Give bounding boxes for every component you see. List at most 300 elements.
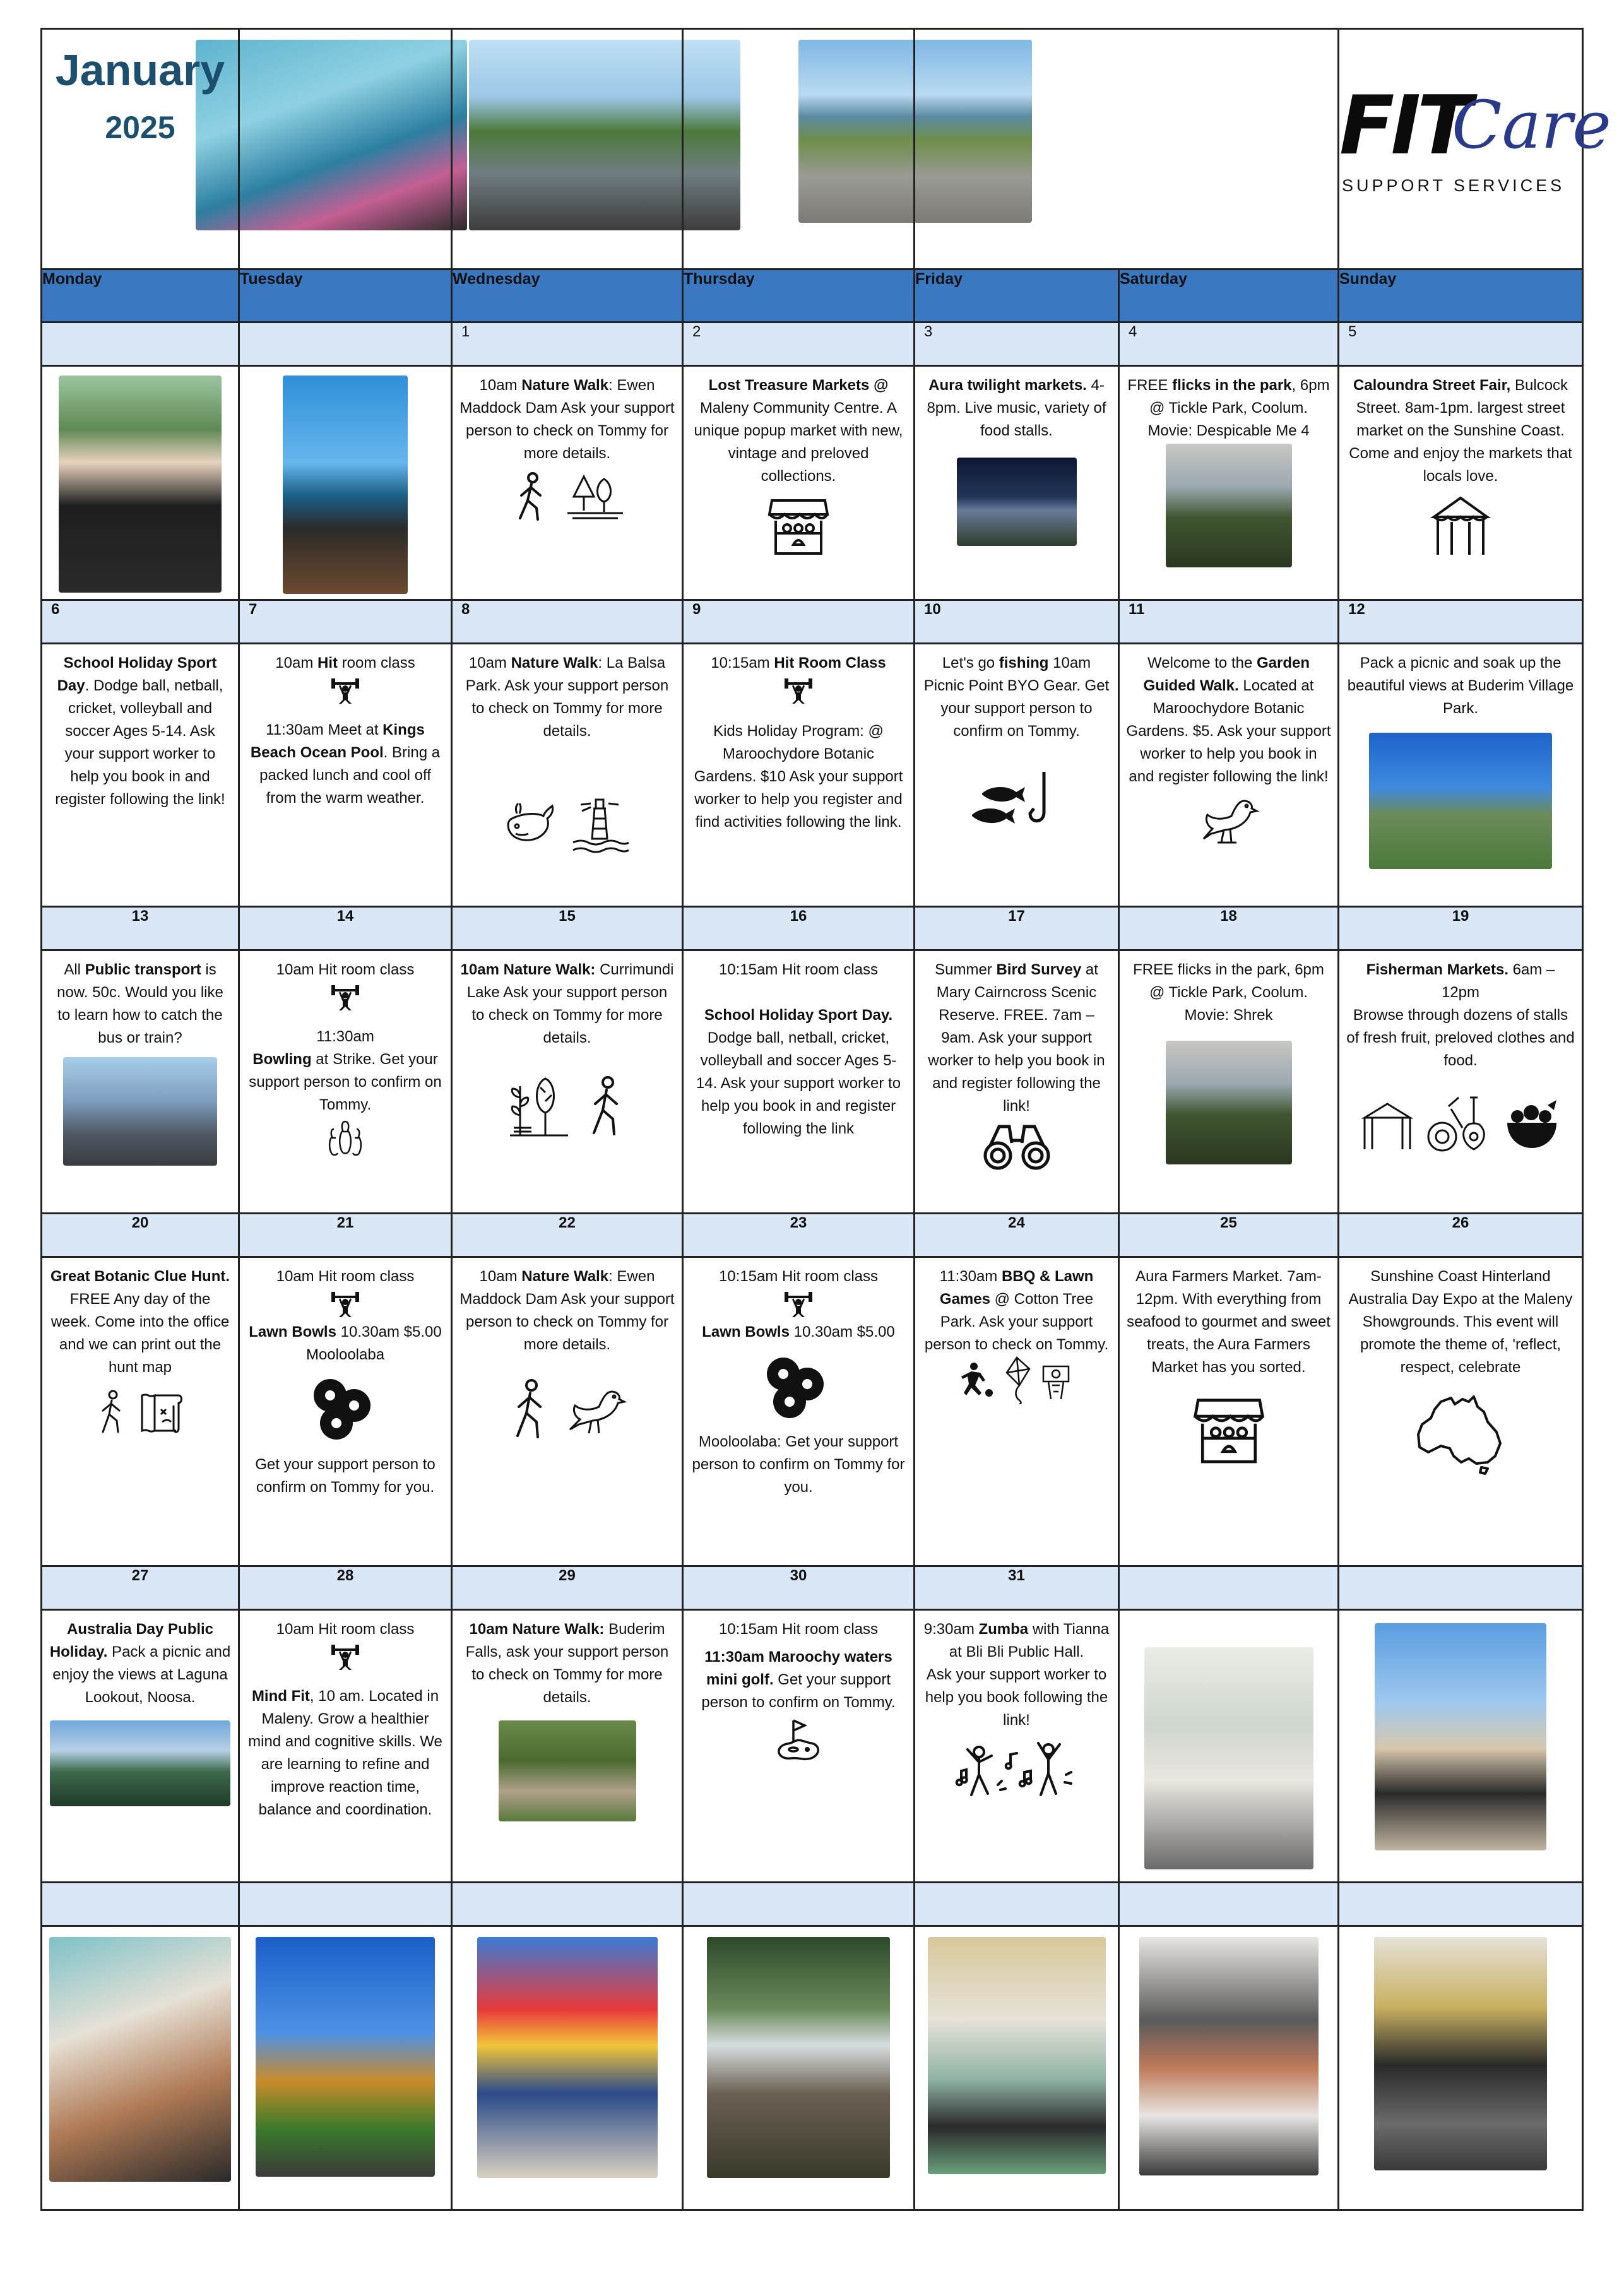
date-number: 1 — [461, 323, 470, 340]
event-cell — [1119, 950, 1339, 1214]
event-text: room class — [338, 654, 415, 672]
event-cell — [239, 1610, 452, 1883]
event-text: Bulcock Street. 8am-1pm. largest street market on the Sunshine Coast. Come and enjoy the markets that locals love. — [1349, 377, 1572, 485]
date-cell — [42, 1883, 239, 1926]
photo-cell — [42, 1926, 239, 2210]
event-title: Kings Beach Ocean Pool — [250, 721, 425, 761]
date-cell — [915, 1214, 1119, 1257]
class-photo — [928, 1937, 1106, 2174]
event-cell — [239, 644, 452, 907]
date-number: 13 — [131, 908, 149, 925]
big-pineapple-photo — [256, 1937, 435, 2177]
event-cell — [915, 644, 1119, 907]
date-cell — [452, 1214, 683, 1257]
event-text: 10:15am Hit room class — [718, 961, 879, 978]
logo-care-text: Care — [1452, 86, 1611, 163]
event-cell — [683, 644, 915, 907]
icon-row — [1346, 1393, 1575, 1475]
date-cell — [42, 323, 239, 366]
weightlifter-icon — [330, 1641, 360, 1671]
event-text: 10.30am $5.00 — [789, 1323, 895, 1340]
date-cell — [42, 600, 239, 644]
weekday-thursday: Thursday — [683, 269, 915, 323]
binoculars-icon — [981, 1121, 1052, 1172]
event-text: 10am Hit room class — [276, 1621, 415, 1638]
icon-row — [459, 1378, 675, 1441]
wheelchair-user-photo — [1374, 1937, 1547, 2170]
restaurant-photo — [49, 1937, 231, 2182]
icon-row — [922, 1121, 1111, 1172]
event-cell — [1339, 1610, 1583, 1883]
date-cell — [452, 323, 683, 366]
date-number: 19 — [1452, 908, 1469, 925]
event-text: 10:15am Hit room class — [718, 1268, 879, 1285]
date-cell — [915, 907, 1119, 950]
event-text: 10am — [468, 654, 511, 672]
event-text: , 6pm @ Tickle Park, Coolum. — [1149, 377, 1330, 417]
buderim-view-photo — [1369, 733, 1552, 869]
date-cell — [452, 600, 683, 644]
event-text: . Dodge ball, netball, cricket, volleyball and soccer Ages 5-14. Ask your support worker to help you book in and register following the link! — [55, 677, 225, 808]
market-stall-icon — [1192, 1393, 1265, 1466]
event-text: Get your support person to confirm on Tommy. — [701, 1671, 896, 1711]
icon-row — [690, 494, 907, 557]
header-photo-cell-2 — [452, 29, 683, 269]
icon-row — [459, 471, 675, 522]
lawn-bowls-icon — [761, 1351, 836, 1421]
date-number: 2 — [692, 323, 701, 340]
event-text: Pack a picnic and soak up the beautiful views at Buderim Village Park. — [1347, 654, 1574, 717]
event-text: 10am — [275, 654, 317, 672]
date-cell — [1119, 1566, 1339, 1610]
weightlifter-icon — [783, 1288, 814, 1318]
weightlifter-icon — [783, 675, 814, 705]
week1-events — [42, 366, 1583, 600]
movie-crowd-photo — [1166, 1041, 1292, 1164]
event-text: 11:30am Meet at — [266, 721, 383, 738]
lighthouse-icon — [568, 793, 631, 856]
event-text: at Strike. Get your support person to confirm on Tommy. — [249, 1051, 442, 1113]
event-text: Let's go — [942, 654, 999, 672]
week5-events — [42, 1610, 1583, 1883]
icon-row — [922, 1354, 1111, 1404]
event-cell — [452, 1610, 683, 1883]
event-text: : La Balsa Park. Ask your support person to check on Tommy for more details. — [465, 654, 669, 740]
bird-icon — [564, 1383, 627, 1436]
event-title: School Holiday Sport Day — [57, 654, 217, 694]
event-cell — [1339, 366, 1583, 600]
event-cell — [1339, 950, 1583, 1214]
date-cell — [683, 1566, 915, 1610]
date-cell — [42, 1214, 239, 1257]
event-cell — [42, 1610, 239, 1883]
icon-row — [246, 1119, 444, 1162]
event-text: Summer — [935, 961, 997, 978]
event-title: 11:30am Maroochy waters mini golf. — [704, 1648, 892, 1688]
event-text: Maleny Community Centre. A unique popup market with new, vintage and preloved collections. — [694, 399, 903, 485]
event-cell — [452, 950, 683, 1214]
event-title: Nature Walk — [511, 654, 598, 672]
event-cell — [1339, 644, 1583, 907]
event-text: Dodge ball, netball, cricket, volleyball and soccer Ages 5-14. Ask your support worker to help you book in and register following the link — [696, 1029, 901, 1137]
walking-person-icon — [95, 1389, 127, 1436]
event-cell — [1119, 366, 1339, 600]
photo-cell — [1119, 1926, 1339, 2210]
event-title: Nature Walk — [521, 377, 609, 394]
event-title: fishing — [999, 654, 1049, 672]
event-title: 10am Nature Walk: — [469, 1621, 605, 1638]
event-title: Caloundra Street Fair, — [1353, 377, 1511, 394]
date-number: 15 — [559, 908, 576, 925]
event-text: 10am — [479, 377, 522, 394]
date-cell — [452, 907, 683, 950]
event-text: Sunshine Coast Hinterland Australia Day Expo at the Maleny Showgrounds. This event will promote the theme of, 'reflect, respect, celebrate — [1348, 1268, 1573, 1376]
date-number: 21 — [336, 1214, 354, 1231]
icon-row — [246, 1373, 444, 1442]
week6-dates — [42, 1883, 1583, 1926]
event-text: All — [64, 961, 85, 978]
fishing-icon — [969, 768, 1064, 831]
event-text: Pack a picnic and enjoy the views at Laguna Lookout, Noosa. — [52, 1643, 231, 1706]
date-cell — [239, 907, 452, 950]
icon-row — [1126, 792, 1331, 845]
event-text: FREE — [1127, 377, 1173, 394]
event-cell — [915, 950, 1119, 1214]
week2-dates — [42, 600, 1583, 644]
date-cell — [239, 1566, 452, 1610]
event-text: 10am Hit room class — [276, 961, 415, 978]
date-number: 17 — [1008, 908, 1025, 925]
event-title: Lawn Bowls — [702, 1323, 790, 1340]
date-number: 3 — [924, 323, 933, 340]
date-cell — [683, 323, 915, 366]
week6-photos — [42, 1926, 1583, 2210]
logo-cell — [1339, 29, 1611, 269]
photo-cell — [239, 1926, 452, 2210]
event-cell — [42, 1257, 239, 1566]
date-cell — [1339, 907, 1583, 950]
movie-crowd-photo — [1166, 444, 1292, 567]
calendar-table — [40, 28, 1611, 2211]
treasure-map-icon — [138, 1389, 185, 1436]
date-number: 28 — [336, 1567, 354, 1584]
gazebo-icon — [1429, 494, 1492, 557]
logo-fit-text: FIT — [1339, 79, 1469, 173]
event-cell — [42, 366, 239, 600]
event-cell — [452, 1257, 683, 1566]
icon-row — [246, 981, 444, 1012]
icon-row — [690, 1288, 907, 1318]
date-cell — [915, 323, 1119, 366]
event-cell — [239, 950, 452, 1214]
event-text: 9:30am — [923, 1621, 979, 1638]
selfie-photo — [1144, 1647, 1313, 1869]
bird-icon — [1199, 792, 1259, 845]
event-cell — [239, 366, 452, 600]
icon-row — [922, 768, 1111, 831]
icon-row — [246, 675, 444, 705]
bowling-pins-icon — [325, 1119, 365, 1162]
event-cell — [239, 1257, 452, 1566]
date-number: 27 — [131, 1567, 149, 1584]
date-cell — [1339, 600, 1583, 644]
cafe-photo — [1139, 1937, 1319, 2175]
event-text: : Ewen Maddock Dam Ask your support person to check on Tommy for more details. — [459, 1268, 675, 1353]
date-cell — [683, 1214, 915, 1257]
event-text: Welcome to the — [1147, 654, 1257, 672]
event-text: Mooloolaba: Get your support person to confirm on Tommy for you. — [692, 1433, 905, 1496]
date-number: 9 — [692, 601, 701, 618]
date-number: 7 — [249, 601, 258, 618]
event-title: Hit Room Class — [774, 654, 886, 672]
event-title: Aura twilight markets. — [928, 377, 1087, 394]
header-photo-cell-3 — [683, 29, 915, 269]
event-text: 10.30am $5.00 Mooloolaba — [305, 1323, 442, 1363]
date-cell — [1339, 1214, 1583, 1257]
date-cell — [452, 1883, 683, 1926]
date-number: 10 — [924, 601, 941, 618]
event-title: Great Botanic Clue Hunt. — [50, 1268, 230, 1285]
weekday-header-row — [42, 269, 1583, 323]
calendar-page — [40, 28, 1611, 2211]
event-text: is now. 50c. Would you like to learn how to catch the bus or train? — [57, 961, 223, 1046]
event-text: Browse through dozens of stalls of fresh fruit, preloved clothes and food. — [1346, 1007, 1575, 1069]
event-text: Aura Farmers Market. 7am-12pm. With everything from seafood to gourmet and sweet treats, the Aura Farmers Market has you sorted. — [1127, 1268, 1331, 1376]
event-text: Currimundi Lake Ask your support person to check on Tommy for more details. — [466, 961, 674, 1046]
date-number: 12 — [1348, 601, 1365, 618]
week4-events — [42, 1257, 1583, 1566]
event-text: 10am — [479, 1268, 522, 1285]
date-cell — [1119, 907, 1339, 950]
walking-person-icon — [507, 1378, 552, 1441]
date-cell — [239, 1883, 452, 1926]
icon-row — [1346, 494, 1575, 557]
date-number: 4 — [1129, 323, 1137, 340]
event-title: Garden Guided Walk. — [1143, 654, 1310, 694]
date-number: 20 — [131, 1214, 149, 1231]
week1-dates — [42, 323, 1583, 366]
date-number: 24 — [1008, 1214, 1025, 1231]
event-text: with Tianna at Bli Bli Public Hall. — [949, 1621, 1110, 1660]
movie-text: Movie: Despicable Me 4 — [1147, 422, 1310, 439]
event-title: Lawn Bowls — [249, 1323, 336, 1340]
date-cell — [1119, 600, 1339, 644]
date-cell — [915, 600, 1119, 644]
movie-text: Movie: Shrek — [1184, 1007, 1273, 1024]
event-cell — [683, 1610, 915, 1883]
event-title: Bowling — [252, 1051, 312, 1068]
whale-icon — [503, 800, 556, 850]
event-title: School Holiday Sport Day. — [704, 1007, 893, 1024]
icon-row — [459, 793, 675, 856]
market-tent-icon — [1361, 1099, 1414, 1152]
night-market-photo — [957, 458, 1077, 546]
date-cell — [1119, 1214, 1339, 1257]
event-text: @ Cotton Tree Park. Ask your support person to check on Tommy. — [924, 1291, 1109, 1353]
date-cell — [683, 907, 915, 950]
laguna-lookout-photo — [50, 1720, 230, 1806]
event-cell — [1119, 1610, 1339, 1883]
weightlifter-icon — [330, 1288, 360, 1318]
mini-golf-icon — [774, 1717, 822, 1762]
icon-row — [1346, 1095, 1575, 1156]
boardwalk-photo — [499, 1720, 636, 1821]
week4-dates — [42, 1214, 1583, 1257]
event-cell — [915, 1610, 1119, 1883]
event-text: : Ewen Maddock Dam Ask your support person to check on Tommy for more details. — [459, 377, 675, 462]
icon-row — [690, 1717, 907, 1762]
event-title: 10am Nature Walk: — [460, 961, 596, 978]
weekday-sunday: Sunday — [1339, 269, 1583, 323]
staff-photo — [59, 376, 222, 593]
event-cell — [1119, 1257, 1339, 1566]
header-photo-cell-1 — [239, 29, 452, 269]
event-text: 4-8pm. Live music, variety of food stalls. — [927, 377, 1106, 439]
event-title: flicks in the park — [1172, 377, 1292, 394]
event-text: FREE flicks in the park, 6pm @ Tickle Park, Coolum. — [1133, 961, 1324, 1001]
date-number: 18 — [1220, 908, 1237, 925]
date-cell — [1339, 323, 1583, 366]
date-cell — [452, 1566, 683, 1610]
date-number: 22 — [559, 1214, 576, 1231]
event-cell — [452, 644, 683, 907]
date-cell — [239, 1214, 452, 1257]
week3-dates — [42, 907, 1583, 950]
event-cell — [683, 1257, 915, 1566]
event-text: Buderim Falls, ask your support person to check on Tommy for more details. — [465, 1621, 669, 1706]
date-number: 23 — [790, 1214, 807, 1231]
date-cell — [683, 600, 915, 644]
weekday-friday: Friday — [915, 269, 1119, 323]
week3-events — [42, 950, 1583, 1214]
coast-photo — [283, 376, 408, 594]
event-text: 10am Picnic Point BYO Gear. Get your support person to confirm on Tommy. — [923, 654, 1110, 740]
year-title: 2025 — [105, 110, 175, 145]
icon-row — [49, 1389, 232, 1436]
date-cell — [239, 323, 452, 366]
event-cell — [42, 644, 239, 907]
icon-row — [1126, 1393, 1331, 1466]
event-text: Ask your support worker to help you book following the link! — [925, 1666, 1108, 1729]
date-cell — [42, 1566, 239, 1610]
photo-cell — [915, 1926, 1119, 2210]
event-title: Mind Fit — [251, 1688, 310, 1705]
week5-dates — [42, 1566, 1583, 1610]
logo-tagline: SUPPORT SERVICES — [1342, 176, 1565, 195]
event-text: 11:30am — [939, 1268, 1002, 1285]
australia-map-icon — [1413, 1393, 1508, 1475]
photo-cell — [683, 1926, 915, 2210]
event-text: at Mary Cairncross Scenic Reserve. FREE. 7am – 9am. Ask your support worker to help you book in and register following the link! — [928, 961, 1105, 1115]
date-cell — [42, 907, 239, 950]
month-title: January — [55, 45, 225, 95]
event-text: Kids Holiday Program: @ Maroochydore Botanic Gardens. $10 Ask your support worker to help you register and find activities following the link. — [694, 723, 903, 831]
weekday-saturday: Saturday — [1119, 269, 1339, 323]
dancers-icon — [954, 1737, 1080, 1800]
date-number: 30 — [790, 1567, 807, 1584]
event-title: Public transport — [85, 961, 201, 978]
icon-row — [246, 1288, 444, 1318]
weightlifter-icon — [330, 981, 360, 1012]
event-cell — [42, 950, 239, 1214]
photo-cell — [452, 1926, 683, 2210]
lawn-games-icon — [960, 1354, 1074, 1404]
weightlifter-icon — [330, 675, 360, 705]
music-instruments-icon — [1426, 1095, 1491, 1156]
event-text: 11:30am — [316, 1028, 374, 1045]
date-cell — [1339, 1883, 1583, 1926]
event-text: 10am Hit room class — [276, 1268, 415, 1285]
date-cell — [683, 1883, 915, 1926]
weekday-tuesday: Tuesday — [239, 269, 452, 323]
date-number: 5 — [1348, 323, 1357, 340]
date-number: 14 — [336, 908, 354, 925]
event-title: Nature Walk — [521, 1268, 609, 1285]
group-beach-photo — [1375, 1623, 1546, 1850]
event-title: Lost Treasure Markets @ — [708, 377, 889, 394]
date-number: 25 — [1220, 1214, 1237, 1231]
event-text: 10:15am Hit room class — [718, 1621, 879, 1638]
event-title: Hit — [317, 654, 338, 672]
date-cell — [1119, 323, 1339, 366]
event-cell — [683, 366, 915, 600]
event-text: . Bring a packed lunch and cool off from the warm weather. — [259, 744, 441, 807]
aussie-world-photo — [477, 1937, 658, 2178]
icon-row — [690, 675, 907, 705]
event-cell — [1119, 644, 1339, 907]
market-stall-icon — [767, 494, 830, 557]
photo-cell — [1339, 1926, 1583, 2210]
weekday-wednesday: Wednesday — [452, 269, 683, 323]
walking-person-icon — [584, 1075, 628, 1138]
event-title: Bird Survey — [996, 961, 1082, 978]
icon-row — [459, 1074, 675, 1139]
event-text: Get your support person to confirm on Tommy for you. — [255, 1456, 436, 1496]
date-number: 16 — [790, 908, 807, 925]
icon-row — [690, 1351, 907, 1421]
event-text: 10:15am — [711, 654, 774, 672]
date-cell — [239, 600, 452, 644]
event-cell — [915, 366, 1119, 600]
date-number: 29 — [559, 1567, 576, 1584]
salad-bowl-icon — [1503, 1099, 1560, 1152]
event-cell — [1339, 1257, 1583, 1566]
event-text: , 10 am. Located in Maleny. Grow a healthier mind and cognitive skills. We are learning to refine and improve reaction time, balance and coordination. — [248, 1688, 442, 1818]
event-cell — [683, 950, 915, 1214]
walking-person-icon — [509, 471, 553, 522]
date-number: 6 — [51, 601, 60, 618]
event-text: Located at Maroochydore Botanic Gardens. $5. Ask your support worker to help you book in and register following the link! — [1126, 677, 1331, 785]
waterfall-photo — [707, 1937, 890, 2178]
week2-events — [42, 644, 1583, 907]
fitcare-logo — [1339, 79, 1617, 199]
date-cell — [1339, 1566, 1583, 1610]
icon-row — [922, 1737, 1111, 1800]
plants-icon — [506, 1074, 572, 1139]
event-title: BBQ & Lawn Games — [939, 1268, 1094, 1308]
event-text: 6am – 12pm — [1441, 961, 1555, 1001]
event-cell — [915, 1257, 1119, 1566]
date-cell — [1119, 1883, 1339, 1926]
icon-row — [246, 1641, 444, 1671]
city-transport-photo — [63, 1057, 217, 1166]
date-number: 26 — [1452, 1214, 1469, 1231]
event-text: FREE Any day of the week. Come into the office and we can print out the hunt map — [50, 1291, 230, 1376]
event-title: Australia Day Public Holiday. — [49, 1621, 214, 1660]
trees-icon — [565, 471, 625, 522]
date-cell — [915, 1883, 1119, 1926]
header-blank — [915, 29, 1339, 269]
